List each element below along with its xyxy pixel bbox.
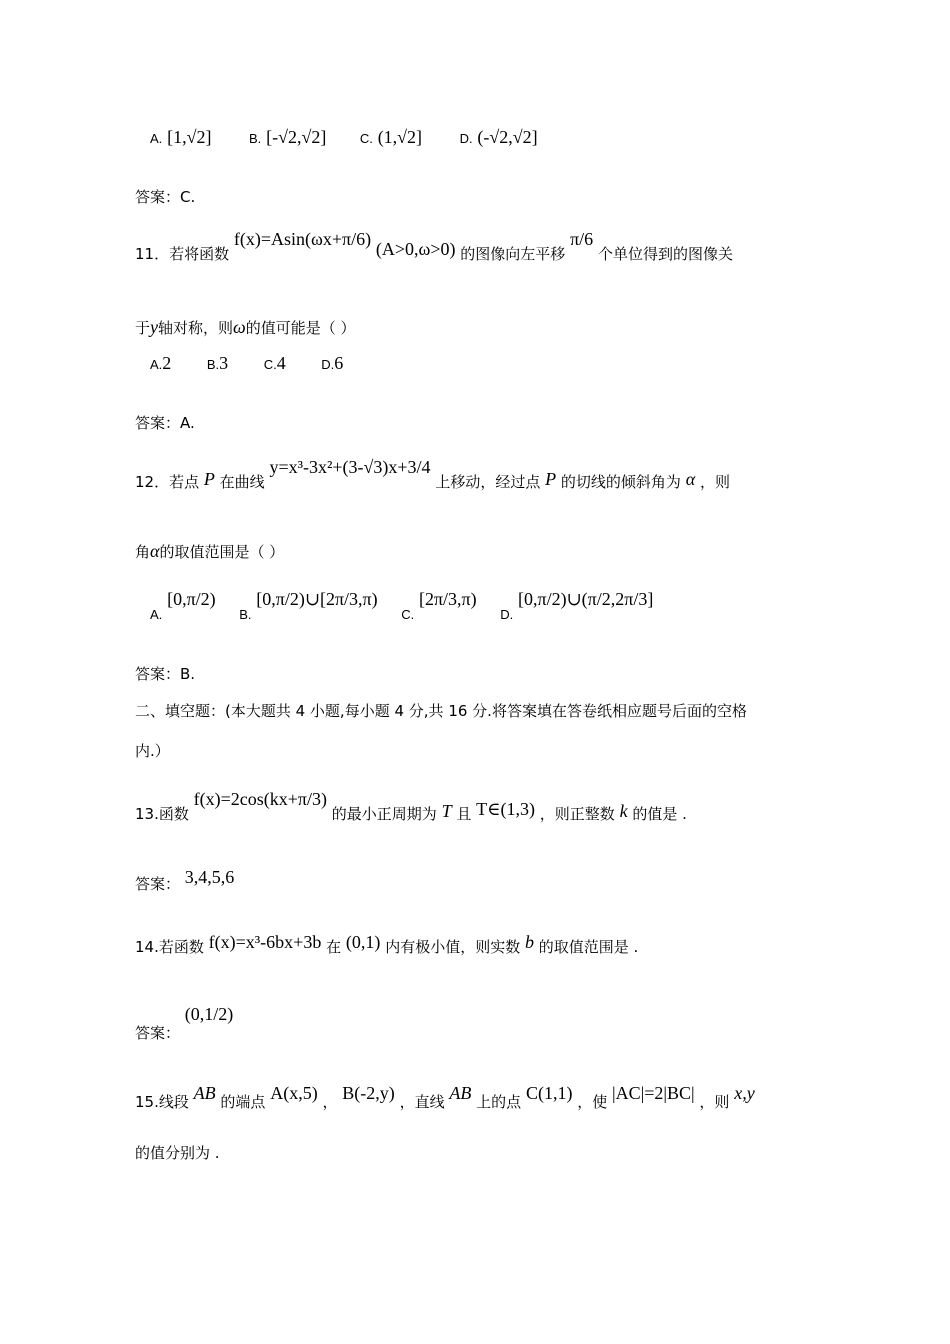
q10-option-c-label: C. (359, 131, 373, 146)
q12-alpha-2: α (150, 541, 160, 561)
q15-point-b: B(-2,y) (342, 1083, 395, 1103)
q14-prefix: 14.若函数 (135, 938, 204, 956)
question-11 (135, 230, 733, 263)
question-11-line2 (135, 318, 356, 337)
q13-prefix: 13.函数 (135, 805, 189, 823)
q13-var-t: T (441, 801, 452, 821)
q11-line2-a: 于 (135, 319, 151, 337)
q11-mid: 的图像向左平移 (460, 245, 566, 263)
q11-line2-b: 轴对称，则 (158, 319, 234, 337)
section-2-heading-line2: 内.） (135, 742, 170, 760)
question-12 (135, 458, 730, 491)
q12-option-d-expr: [0,π/2)∪(π/2,2π/3] (517, 589, 654, 609)
question-15-line2: 的值分别为 . (135, 1144, 220, 1162)
q13-mid2: 且 (456, 805, 472, 823)
q12-option-a-label: A. (150, 607, 163, 622)
q15-condition: |AC|=2|BC| (612, 1083, 695, 1103)
q15-mid5: ，则 (699, 1093, 730, 1111)
q15-point-c: C(1,1) (525, 1083, 573, 1103)
q11-option-b-value: 3 (219, 353, 229, 373)
q13-tail: 的值是 . (632, 805, 687, 823)
q13-function: f(x)=2cos(kx+π/3) (193, 789, 327, 809)
q12-option-a-expr: [0,π/2) (167, 589, 216, 609)
q11-option-c-value: 4 (276, 353, 286, 373)
q11-options (150, 354, 343, 374)
q10-option-b-label: B. (249, 131, 262, 146)
q11-option-a-value: 2 (162, 353, 172, 373)
q12-prefix: 12．若点 (135, 473, 200, 491)
q15-line-ab: AB (449, 1083, 472, 1103)
q11-option-c-label: C. (263, 357, 277, 372)
q12-option-d-label: D. (500, 607, 514, 622)
q12-option-c-expr: [2π/3,π) (418, 589, 477, 609)
answer-14 (135, 1005, 233, 1042)
q11-var-y: y (150, 317, 159, 337)
q15-prefix: 15.线段 (135, 1093, 189, 1111)
q12-point-p: P (203, 469, 215, 489)
q11-var-omega: ω (233, 317, 246, 337)
question-14 (135, 933, 638, 956)
q12-tail: ，则 (699, 473, 730, 491)
q14-function: f(x)=x³-6bx+3b (208, 932, 322, 952)
q12-mid1: 在曲线 (219, 473, 265, 491)
q11-option-d-label: D. (321, 357, 335, 372)
q12-line2-b: 的取值范围是（ ） (159, 543, 285, 561)
q15-mid2: ，直线 (399, 1093, 445, 1111)
q15-point-a: A(x,5) (270, 1083, 318, 1103)
q11-tail: 个单位得到的图像关 (597, 245, 733, 263)
q14-var-b: b (524, 932, 534, 952)
q11-option-d-value: 6 (334, 353, 344, 373)
q10-option-d-expr: (-√2,√2] (477, 127, 538, 147)
q14-interval: (0,1) (345, 932, 381, 952)
q12-alpha: α (685, 469, 696, 489)
q12-option-c-label: C. (401, 607, 415, 622)
q12-line2-a: 角 (135, 543, 151, 561)
section-2-heading: 二、填空题：(本大题共 4 小题,每小题 4 分,共 16 分.将答案填在答卷纸相应题号后面的空格 (135, 702, 747, 720)
question-15 (135, 1084, 755, 1111)
q12-option-b-label: B. (239, 607, 252, 622)
answer-13-label: 答案： (135, 875, 181, 893)
q11-shift: π/6 (570, 229, 594, 249)
q13-var-k: k (619, 801, 628, 821)
answer-14-value: (0,1/2) (184, 1004, 234, 1024)
q10-option-b-expr: [-√2,√2] (266, 127, 327, 147)
q10-option-c-expr: (1,√2] (377, 127, 423, 147)
q13-mid3: ，则正整数 (539, 805, 615, 823)
answer-14-label: 答案： (135, 1024, 181, 1042)
q15-vars-xy: x,y (734, 1083, 755, 1103)
q10-option-d-label: D. (459, 131, 473, 146)
q11-function: f(x)=Asin(ωx+π/6) (233, 229, 372, 249)
question-12-line2 (135, 542, 284, 561)
q14-mid1: 在 (326, 938, 342, 956)
q11-line2-c: 的值可能是（ ） (245, 319, 356, 337)
q11-condition: (A>0,ω>0) (375, 239, 456, 259)
q12-point-p-2: P (545, 469, 557, 489)
answer-13 (135, 868, 234, 893)
q15-mid4: ，使 (577, 1093, 608, 1111)
answer-10: 答案：C. (135, 188, 196, 206)
q15-sep1: ， (322, 1093, 338, 1111)
question-13 (135, 790, 687, 823)
q13-condition: T∈(1,3) (476, 799, 535, 819)
q15-mid3: 上的点 (476, 1093, 522, 1111)
q12-option-b-expr: [0,π/2)∪[2π/3,π) (256, 589, 378, 609)
q10-option-a-label: A. (150, 131, 163, 146)
q15-mid1: 的端点 (220, 1093, 266, 1111)
answer-13-value: 3,4,5,6 (184, 867, 235, 887)
q11-prefix: 11．若将函数 (135, 245, 230, 263)
q12-mid2: 上移动，经过点 (435, 473, 541, 491)
q10-option-a-expr: [1,√2] (167, 127, 212, 147)
answer-12: 答案：B. (135, 665, 196, 683)
q15-segment-ab: AB (193, 1083, 216, 1103)
q12-options (150, 590, 653, 624)
q10-options (150, 128, 538, 148)
q14-tail: 的取值范围是 . (538, 938, 639, 956)
q14-mid2: 内有极小值，则实数 (385, 938, 521, 956)
q11-option-a-label: A. (150, 357, 163, 372)
q11-option-b-label: B. (206, 357, 220, 372)
q12-mid3: 的切线的倾斜角为 (560, 473, 681, 491)
q13-mid1: 的最小正周期为 (331, 805, 437, 823)
q12-curve: y=x³-3x²+(3-√3)x+3/4 (269, 457, 431, 477)
answer-11: 答案：A. (135, 414, 195, 432)
